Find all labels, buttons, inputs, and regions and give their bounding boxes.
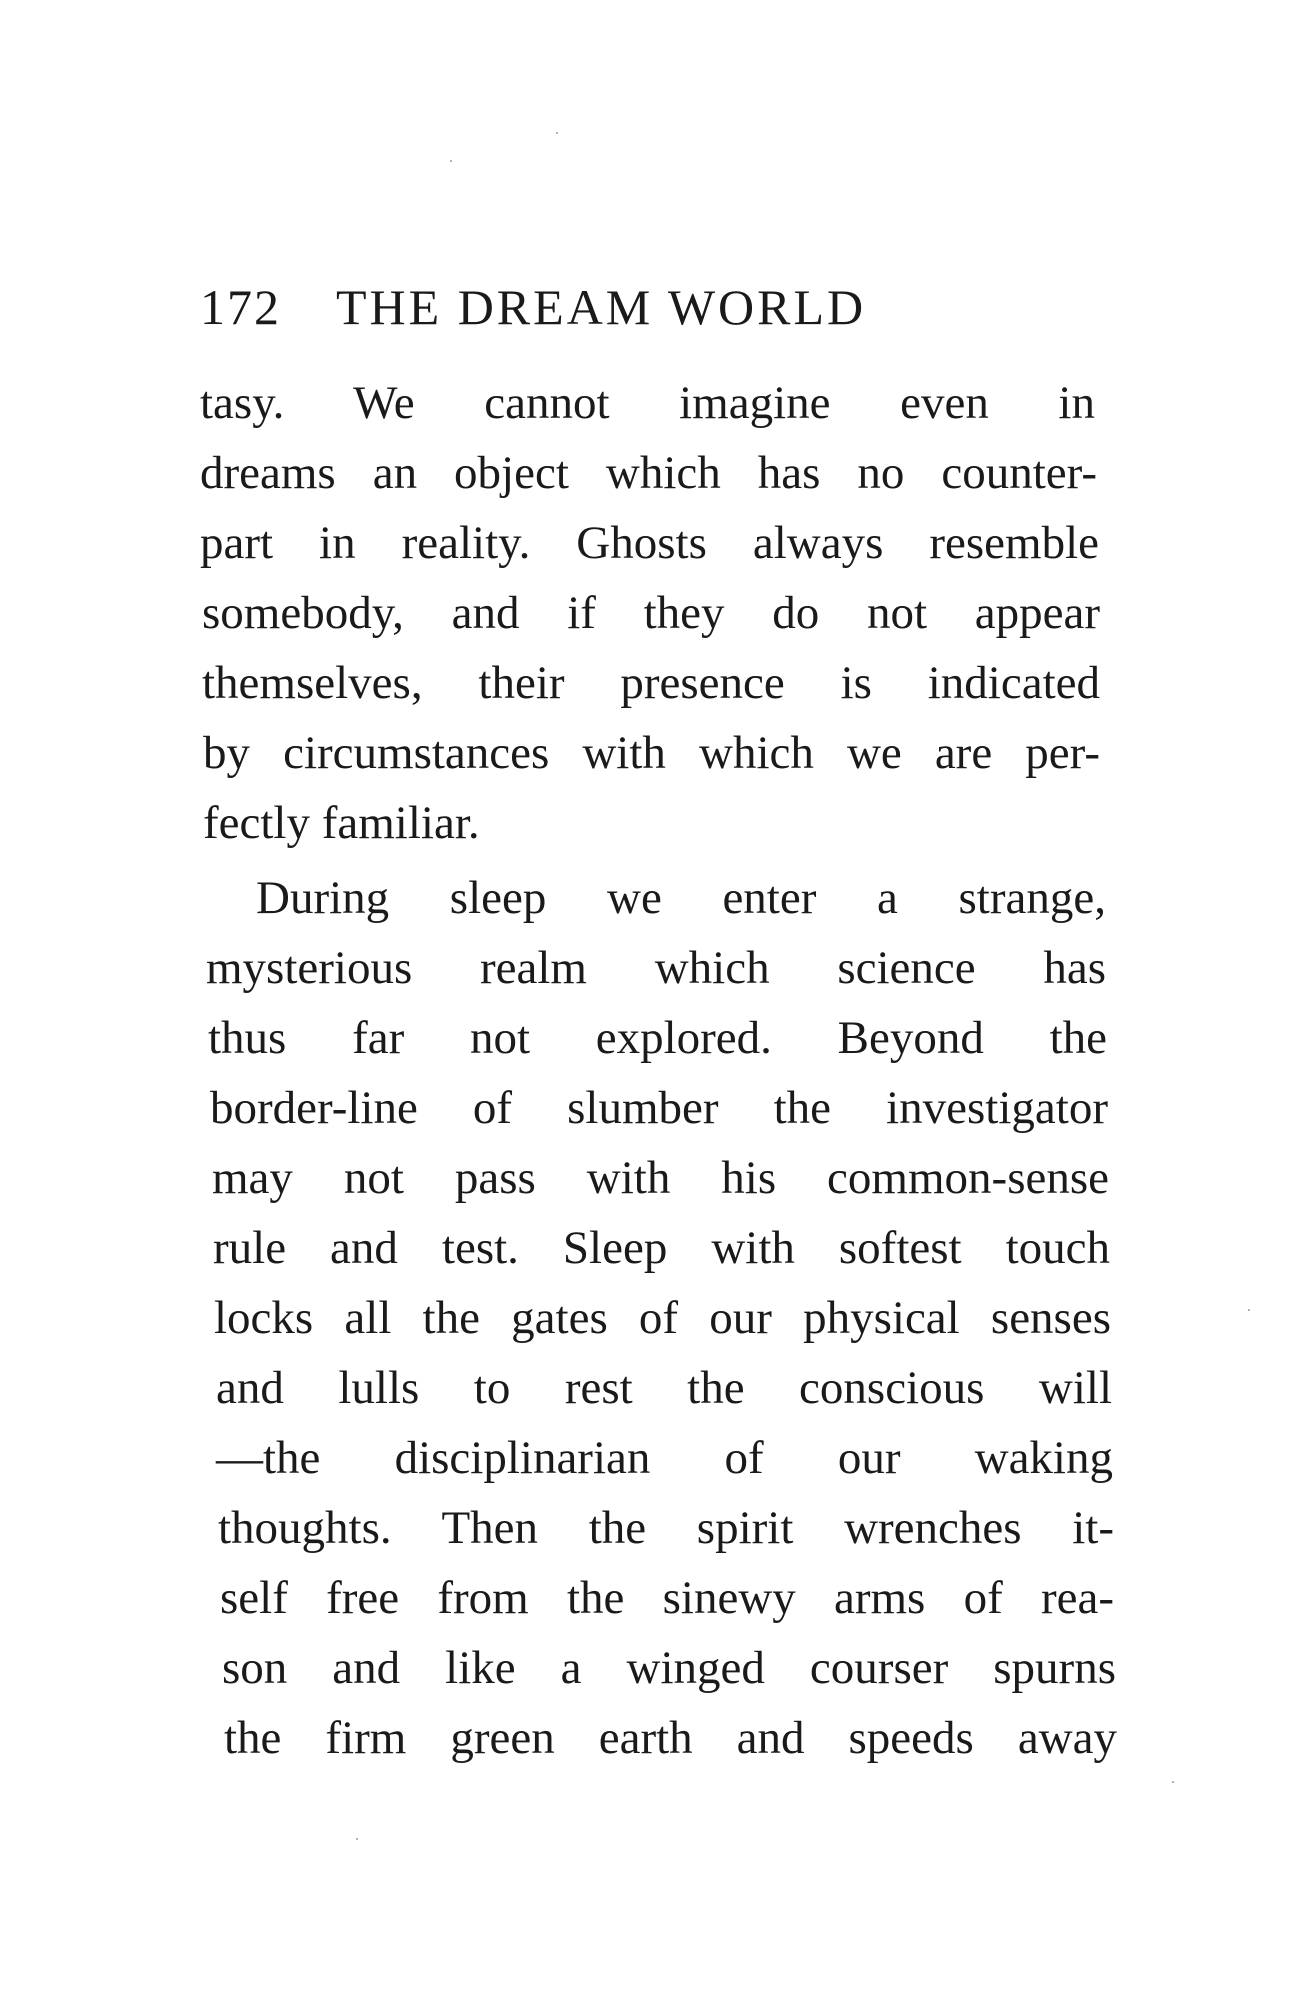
page-header	[200, 278, 1100, 338]
text-line: mysterious realm which science has	[206, 942, 1106, 994]
text-line: by circumstances with which we are per-	[203, 727, 1100, 779]
text-line: may not pass with his common-sense	[212, 1152, 1109, 1204]
text-line: the firm green earth and speeds away	[224, 1712, 1117, 1764]
scan-speck	[556, 132, 558, 134]
text-line: fectly familiar.	[203, 797, 480, 849]
text-line: rule and test. Sleep with softest touch	[213, 1222, 1110, 1274]
text-line: and lulls to rest the conscious will	[216, 1362, 1112, 1414]
text-line: thoughts. Then the spirit wrenches it-	[218, 1502, 1114, 1554]
scan-speck	[1172, 1781, 1174, 1783]
text-line: son and like a winged courser spurns	[222, 1642, 1116, 1694]
text-line: thus far not explored. Beyond the	[208, 1012, 1107, 1064]
text-line: —the disciplinarian of our waking	[216, 1432, 1113, 1484]
text-line: locks all the gates of our physical senses	[214, 1292, 1111, 1344]
scan-speck	[450, 160, 452, 162]
text-line: self free from the sinewy arms of rea-	[220, 1572, 1114, 1624]
running-title: THE DREAM WORLD	[336, 279, 867, 335]
text-line: During sleep we enter a strange,	[256, 872, 1106, 924]
text-line: part in reality. Ghosts always resemble	[200, 517, 1099, 569]
scan-speck	[356, 1838, 358, 1840]
text-line: themselves, their presence is indicated	[202, 657, 1100, 709]
text-line: tasy. We cannot imagine even in	[200, 377, 1095, 429]
text-line: dreams an object which has no counter-	[200, 447, 1097, 499]
scan-speck	[1248, 1309, 1250, 1311]
text-line: border-line of slumber the investigator	[210, 1082, 1108, 1134]
page-number: 172	[200, 279, 281, 335]
text-line: somebody, and if they do not appear	[202, 587, 1100, 639]
